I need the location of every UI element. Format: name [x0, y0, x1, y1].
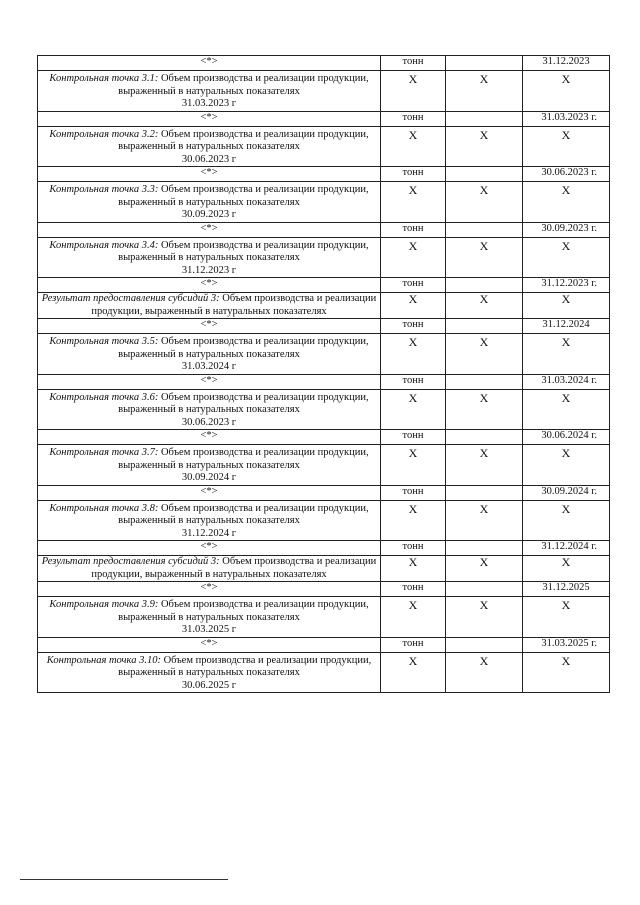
- mark-cell: X: [523, 389, 610, 430]
- point-label: Контрольная точка 3.7:: [49, 447, 159, 458]
- footnote-separator: [20, 879, 228, 880]
- unit-cell: тонн: [381, 430, 446, 445]
- value-cell: [446, 541, 523, 556]
- mark-cell: X: [446, 71, 523, 112]
- indicator-cell: <*>: [38, 582, 381, 597]
- date-cell: 31.03.2023 г.: [523, 111, 610, 126]
- point-date: 30.09.2024 г: [181, 472, 237, 483]
- value-cell: [446, 637, 523, 652]
- table-row: [38, 556, 610, 582]
- point-text: Объем производства и реализации продукции, выраженный в натуральных показателях: [118, 599, 369, 623]
- description-cell: [38, 237, 381, 278]
- point-text: Объем производства и реализации продукции, выраженный в натуральных показателях: [118, 336, 369, 360]
- mark-cell: X: [523, 182, 610, 223]
- table-body: [38, 56, 610, 693]
- indicator-cell: <*>: [38, 319, 381, 334]
- unit-cell: тонн: [381, 637, 446, 652]
- value-cell: [446, 485, 523, 500]
- point-date: 30.06.2023 г: [181, 153, 237, 165]
- mark-cell: X: [523, 445, 610, 486]
- indicator-cell: <*>: [38, 485, 381, 500]
- mark-cell: X: [523, 71, 610, 112]
- table-row: [38, 445, 610, 486]
- date-cell: 31.03.2025 г.: [523, 637, 610, 652]
- indicator-cell: <*>: [38, 541, 381, 556]
- point-date: 30.06.2025 г: [181, 679, 237, 691]
- point-label: Контрольная точка 3.10:: [46, 654, 161, 666]
- table-row: [38, 597, 610, 638]
- point-label: Контрольная точка 3.1:: [49, 73, 159, 84]
- table-row: [38, 182, 610, 223]
- point-date: 31.12.2023 г: [181, 264, 237, 276]
- point-label: Результат предоставления субсидий 3:: [41, 556, 220, 567]
- indicator-cell: <*>: [38, 56, 381, 71]
- unit-cell: тонн: [381, 319, 446, 334]
- table-row: [38, 319, 610, 334]
- mark-cell: X: [381, 71, 446, 112]
- table-row: [38, 167, 610, 182]
- table-row: [38, 389, 610, 430]
- mark-cell: X: [523, 556, 610, 582]
- date-cell: 31.12.2024 г.: [523, 541, 610, 556]
- date-cell: 31.12.2024: [523, 319, 610, 334]
- table-row: [38, 485, 610, 500]
- date-cell: 30.09.2023 г.: [523, 222, 610, 237]
- table-row: [38, 56, 610, 71]
- mark-cell: X: [523, 597, 610, 638]
- table-row: [38, 582, 610, 597]
- table-row: [38, 278, 610, 293]
- table-row: [38, 334, 610, 375]
- mark-cell: X: [446, 389, 523, 430]
- value-cell: [446, 56, 523, 71]
- point-date: 31.03.2023 г: [181, 98, 237, 109]
- document-page: [37, 55, 610, 693]
- point-text: Объем производства и реализации продукции, выраженный в натуральных показателях: [91, 556, 377, 580]
- mark-cell: X: [446, 500, 523, 541]
- point-label: Контрольная точка 3.5:: [49, 336, 159, 347]
- date-cell: 31.03.2024 г.: [523, 374, 610, 389]
- unit-cell: тонн: [381, 56, 446, 71]
- indicator-cell: <*>: [38, 430, 381, 445]
- date-cell: 30.06.2023 г.: [523, 167, 610, 182]
- description-cell: [38, 182, 381, 223]
- table-row: [38, 293, 610, 319]
- mark-cell: X: [523, 652, 610, 693]
- date-cell: 30.06.2024 г.: [523, 430, 610, 445]
- table-row: [38, 500, 610, 541]
- point-date: 31.03.2024 г: [181, 361, 237, 372]
- point-text: Объем производства и реализации продукции, выраженный в натуральных показателях: [91, 293, 377, 317]
- date-cell: 31.12.2025: [523, 582, 610, 597]
- unit-cell: тонн: [381, 167, 446, 182]
- mark-cell: X: [446, 126, 523, 167]
- unit-cell: тонн: [381, 541, 446, 556]
- table-row: [38, 637, 610, 652]
- indicator-cell: <*>: [38, 111, 381, 126]
- table-row: [38, 374, 610, 389]
- table-row: [38, 541, 610, 556]
- value-cell: [446, 111, 523, 126]
- indicator-cell: <*>: [38, 167, 381, 182]
- unit-cell: тонн: [381, 374, 446, 389]
- mark-cell: X: [446, 597, 523, 638]
- point-text: Объем производства и реализации продукции, выраженный в натуральных показателях: [118, 239, 369, 263]
- point-label: Контрольная точка 3.9:: [49, 599, 159, 610]
- table-row: [38, 71, 610, 112]
- point-date: 30.06.2023 г: [181, 416, 237, 428]
- point-date: 30.09.2023 г: [181, 209, 237, 220]
- description-cell: [38, 652, 381, 693]
- description-cell: [38, 500, 381, 541]
- mark-cell: X: [523, 500, 610, 541]
- mark-cell: X: [381, 389, 446, 430]
- mark-cell: X: [523, 293, 610, 319]
- mark-cell: X: [381, 597, 446, 638]
- mark-cell: X: [381, 652, 446, 693]
- unit-cell: тонн: [381, 582, 446, 597]
- point-label: Результат предоставления субсидий 3:: [41, 293, 220, 304]
- description-cell: [38, 293, 381, 319]
- point-text: Объем производства и реализации продукции, выраженный в натуральных показателях: [118, 654, 372, 678]
- description-cell: [38, 389, 381, 430]
- unit-cell: тонн: [381, 485, 446, 500]
- value-cell: [446, 582, 523, 597]
- indicator-cell: <*>: [38, 278, 381, 293]
- date-cell: 31.12.2023 г.: [523, 278, 610, 293]
- unit-cell: тонн: [381, 222, 446, 237]
- point-text: Объем производства и реализации продукции, выраженный в натуральных показателях: [118, 447, 369, 471]
- value-cell: [446, 222, 523, 237]
- mark-cell: X: [523, 334, 610, 375]
- point-label: Контрольная точка 3.6:: [49, 391, 159, 403]
- value-cell: [446, 430, 523, 445]
- mark-cell: X: [446, 237, 523, 278]
- description-cell: [38, 334, 381, 375]
- mark-cell: X: [381, 182, 446, 223]
- date-cell: 31.12.2023: [523, 56, 610, 71]
- description-cell: [38, 126, 381, 167]
- point-date: 31.12.2024 г: [181, 527, 237, 539]
- mark-cell: X: [446, 556, 523, 582]
- description-cell: [38, 597, 381, 638]
- mark-cell: X: [446, 293, 523, 319]
- indicator-cell: <*>: [38, 222, 381, 237]
- value-cell: [446, 374, 523, 389]
- point-label: Контрольная точка 3.3:: [49, 184, 159, 195]
- table-row: [38, 652, 610, 693]
- value-cell: [446, 167, 523, 182]
- unit-cell: тонн: [381, 111, 446, 126]
- description-cell: [38, 556, 381, 582]
- point-label: Контрольная точка 3.8:: [49, 502, 159, 514]
- mark-cell: X: [381, 237, 446, 278]
- table-row: [38, 222, 610, 237]
- mark-cell: X: [446, 652, 523, 693]
- mark-cell: X: [381, 334, 446, 375]
- table-row: [38, 126, 610, 167]
- unit-cell: тонн: [381, 278, 446, 293]
- table-row: [38, 237, 610, 278]
- description-cell: [38, 445, 381, 486]
- control-points-table: [37, 55, 610, 693]
- table-row: [38, 111, 610, 126]
- point-text: Объем производства и реализации продукции, выраженный в натуральных показателях: [118, 73, 369, 97]
- mark-cell: X: [446, 182, 523, 223]
- indicator-cell: <*>: [38, 374, 381, 389]
- point-date: 31.03.2025 г: [181, 624, 237, 635]
- point-text: Объем производства и реализации продукции, выраженный в натуральных показателях: [118, 128, 369, 152]
- mark-cell: X: [523, 237, 610, 278]
- description-cell: [38, 71, 381, 112]
- value-cell: [446, 278, 523, 293]
- point-text: Объем производства и реализации продукции, выраженный в натуральных показателях: [118, 502, 369, 526]
- date-cell: 30.09.2024 г.: [523, 485, 610, 500]
- mark-cell: X: [446, 445, 523, 486]
- mark-cell: X: [381, 293, 446, 319]
- point-label: Контрольная точка 3.4:: [49, 239, 159, 251]
- table-row: [38, 430, 610, 445]
- mark-cell: X: [523, 126, 610, 167]
- point-label: Контрольная точка 3.2:: [49, 128, 159, 140]
- mark-cell: X: [381, 500, 446, 541]
- mark-cell: X: [381, 445, 446, 486]
- mark-cell: X: [381, 126, 446, 167]
- value-cell: [446, 319, 523, 334]
- mark-cell: X: [446, 334, 523, 375]
- indicator-cell: <*>: [38, 637, 381, 652]
- mark-cell: X: [381, 556, 446, 582]
- point-text: Объем производства и реализации продукции, выраженный в натуральных показателях: [118, 184, 369, 208]
- point-text: Объем производства и реализации продукции, выраженный в натуральных показателях: [118, 391, 369, 415]
